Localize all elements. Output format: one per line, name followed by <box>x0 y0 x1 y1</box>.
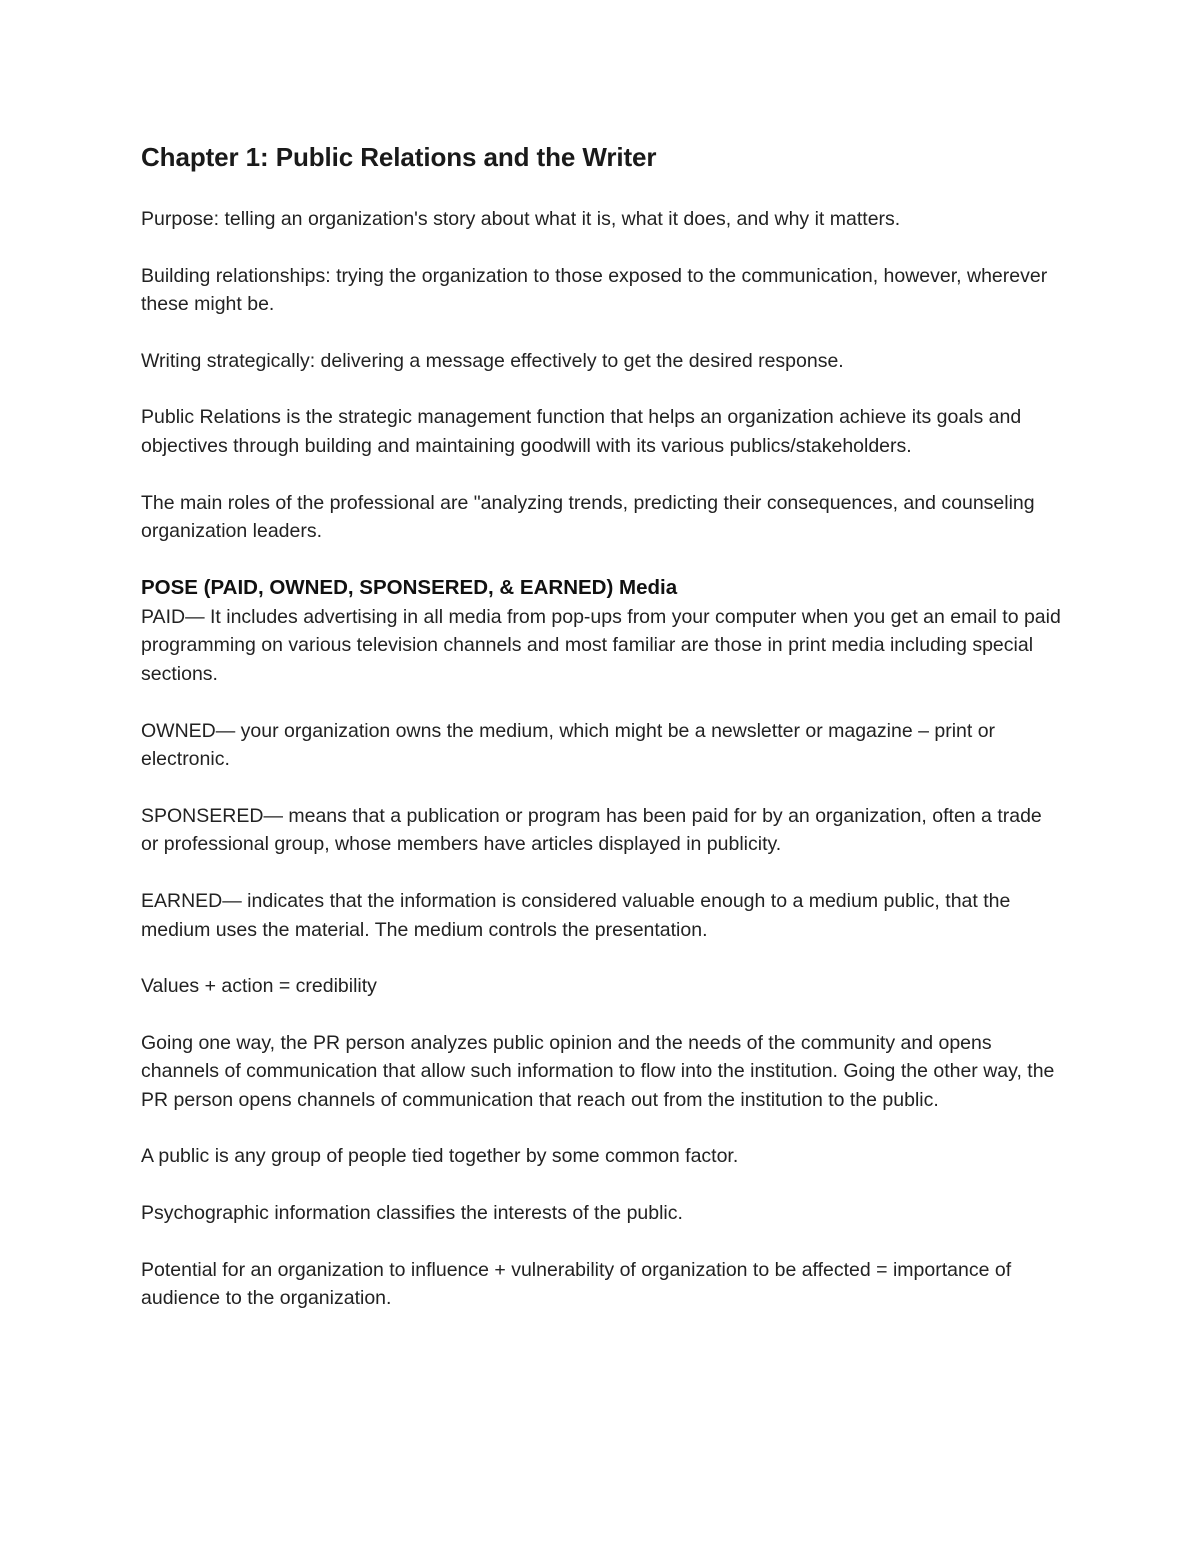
credibility-formula-paragraph: Values + action = credibility <box>141 975 377 998</box>
psychographic-paragraph: Psychographic information classifies the interests of the public. <box>141 1202 683 1225</box>
writing-strategically-paragraph: Writing strategically: delivering a message effectively to get the desired response. <box>141 349 844 372</box>
owned-media-paragraph: OWNED— your organization owns the medium, which might be a newsletter or magazine – print or electronic. <box>141 719 996 771</box>
earned-media-paragraph: EARNED— indicates that the information is considered valuable enough to a medium public, that the medium uses the material. The medium controls the presentation. <box>141 889 1011 941</box>
two-way-communication-paragraph: Going one way, the PR person analyzes public opinion and the needs of the community and opens channels of communication that allow such information to flow into the institution. Going the other way, the PR person opens channels of communication that reach out from the institution to the public. <box>141 1031 1055 1111</box>
document-title: Chapter 1: Public Relations and the Writer <box>141 142 657 172</box>
paid-media-paragraph: PAID— It includes advertising in all media from pop-ups from your computer when you get an email to paid programming on various television channels and most familiar are those in print media including special sections. <box>141 605 1061 685</box>
pr-definition-paragraph: Public Relations is the strategic management function that helps an organization achieve its goals and objectives through building and maintaining goodwill with its various publics/stakeholders. <box>141 406 1022 457</box>
document-body <box>141 138 1061 1313</box>
audience-importance-paragraph: Potential for an organization to influence + vulnerability of organization to be affected = importance of audience to the organization. <box>141 1258 1012 1310</box>
purpose-paragraph: Purpose: telling an organization's story about what it is, what it does, and why it matters. <box>141 208 901 230</box>
sponsered-media-paragraph: SPONSERED— means that a publication or program has been paid for by an organization, often a trade or professional group, whose members have articles displayed in publicity. <box>141 804 1042 856</box>
pose-media-heading: POSE (PAID, OWNED, SPONSERED, & EARNED) Media <box>141 575 678 599</box>
building-relationships-paragraph: Building relationships: trying the organization to those exposed to the communication, however, wherever these might be. <box>141 264 1048 316</box>
public-definition-paragraph: A public is any group of people tied together by some common factor. <box>141 1145 739 1168</box>
professional-roles-paragraph: The main roles of the professional are "analyzing trends, predicting their consequences, and counseling organization leaders. <box>141 491 1035 543</box>
